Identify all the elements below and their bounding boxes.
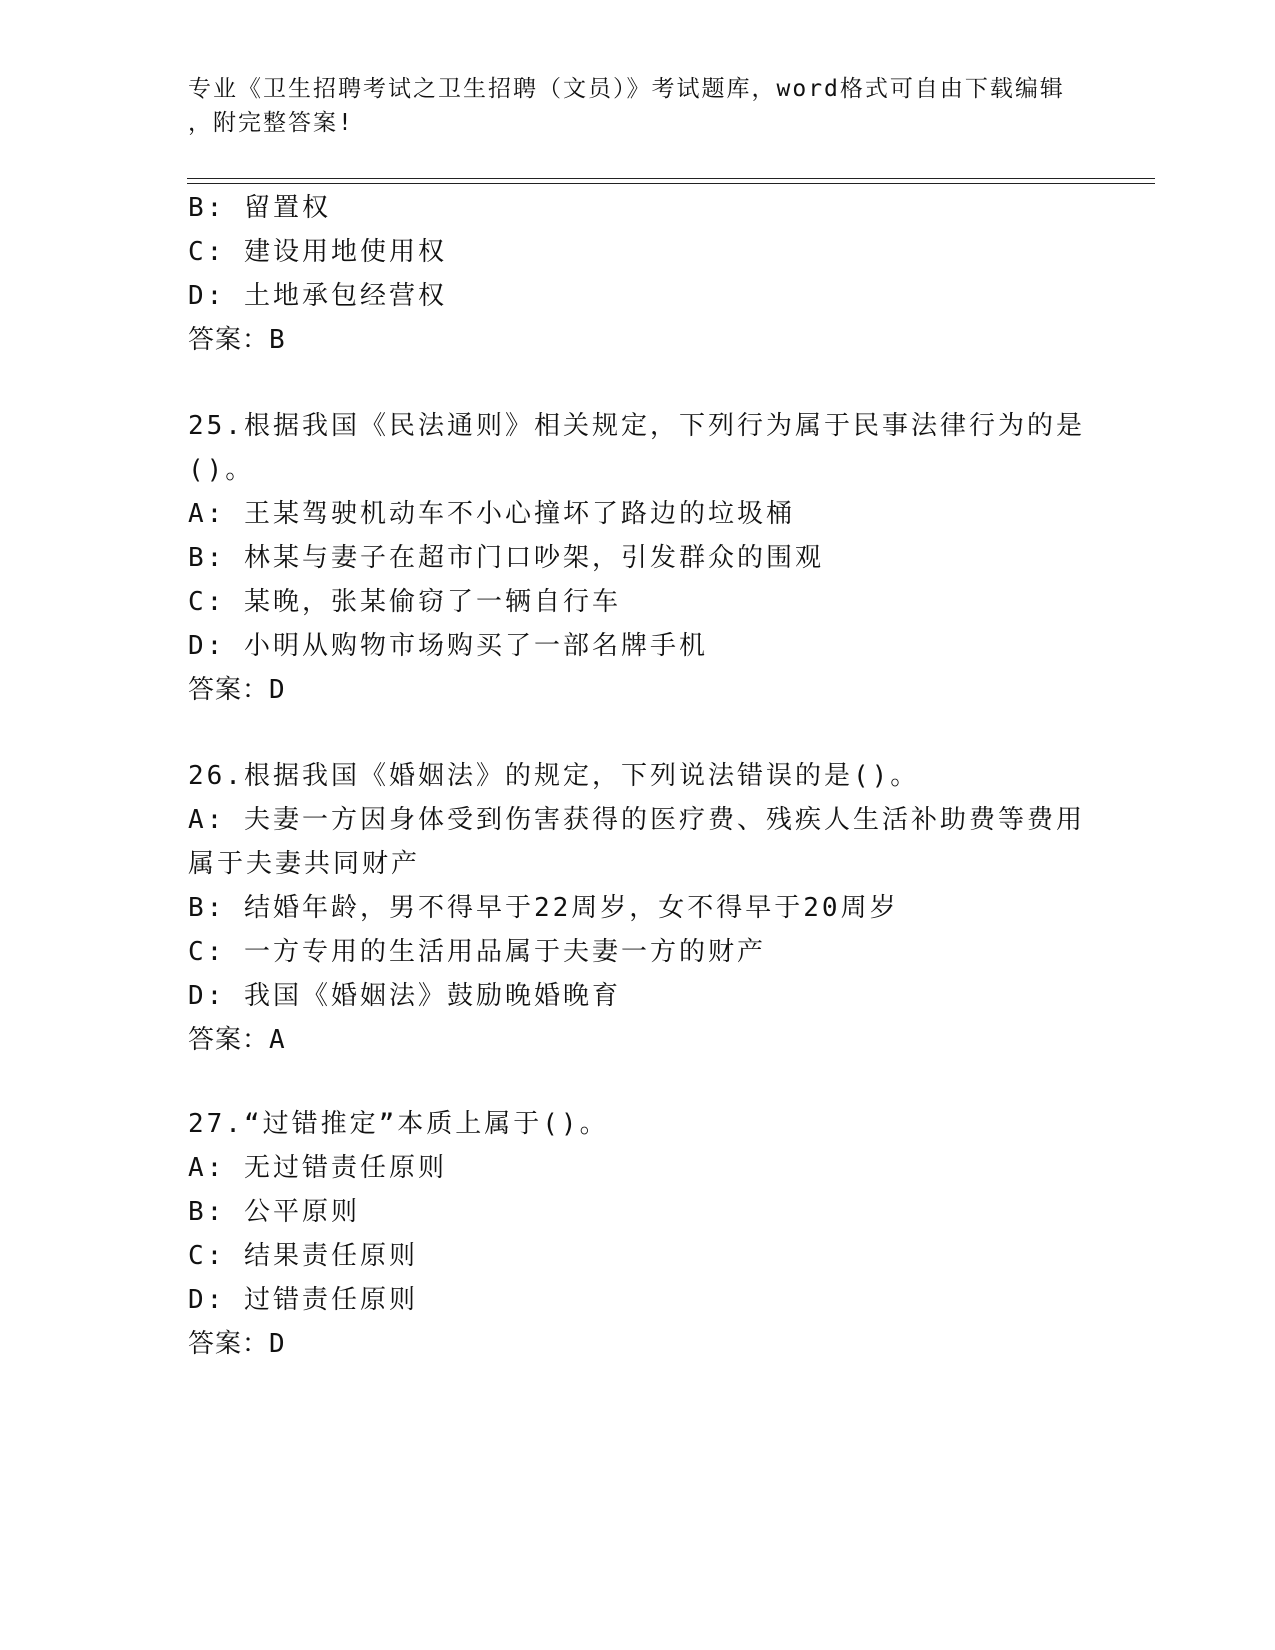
q25-option-b: B: 林某与妻子在超市门口吵架，引发群众的围观 [188,543,824,573]
q26-option-a-line-2: 属于夫妻共同财产 [188,849,421,879]
header-line-2: ，附完整答案! [188,110,354,136]
q25-option-d: D: 小明从购物市场购买了一部名牌手机 [188,631,708,661]
q27-option-b: B: 公平原则 [188,1197,360,1227]
q25-stem-line-2: ()。 [188,455,255,485]
q27-option-c: C: 结果责任原则 [188,1241,418,1271]
q26-option-a-line-1: A: 夫妻一方因身体受到伤害获得的医疗费、残疾人生活补助费等费用 [188,805,1085,835]
q27-answer: 答案：D [188,1329,286,1359]
q26-stem: 26.根据我国《婚姻法》的规定，下列说法错误的是()。 [188,761,920,791]
q27-option-d: D: 过错责任原则 [188,1285,418,1315]
header-line-1: 专业《卫生招聘考试之卫生招聘（文员）》考试题库，word格式可自由下载编辑 [188,76,1065,102]
q25-stem-line-1: 25.根据我国《民法通则》相关规定，下列行为属于民事法律行为的是 [188,411,1085,441]
q24-answer: 答案：B [188,325,286,355]
q24-option-b: B: 留置权 [188,193,331,223]
q26-option-c: C: 一方专用的生活用品属于夫妻一方的财产 [188,937,766,967]
q27-stem: 27.“过错推定”本质上属于()。 [188,1109,609,1139]
q25-option-a: A: 王某驾驶机动车不小心撞坏了路边的垃圾桶 [188,499,795,529]
q24-option-d: D: 土地承包经营权 [188,281,447,311]
q24-option-c: C: 建设用地使用权 [188,237,447,267]
q27-option-a: A: 无过错责任原则 [188,1153,447,1183]
q25-answer: 答案：D [188,675,286,705]
document-header [188,72,1068,140]
header-rule-bottom [187,183,1155,184]
q26-option-d: D: 我国《婚姻法》鼓励晚婚晚育 [188,981,621,1011]
header-rule-top [187,178,1155,179]
q26-option-b: B: 结婚年龄，男不得早于22周岁，女不得早于20周岁 [188,893,899,923]
q25-option-c: C: 某晚，张某偷窃了一辆自行车 [188,587,621,617]
q26-answer: 答案：A [188,1025,286,1055]
